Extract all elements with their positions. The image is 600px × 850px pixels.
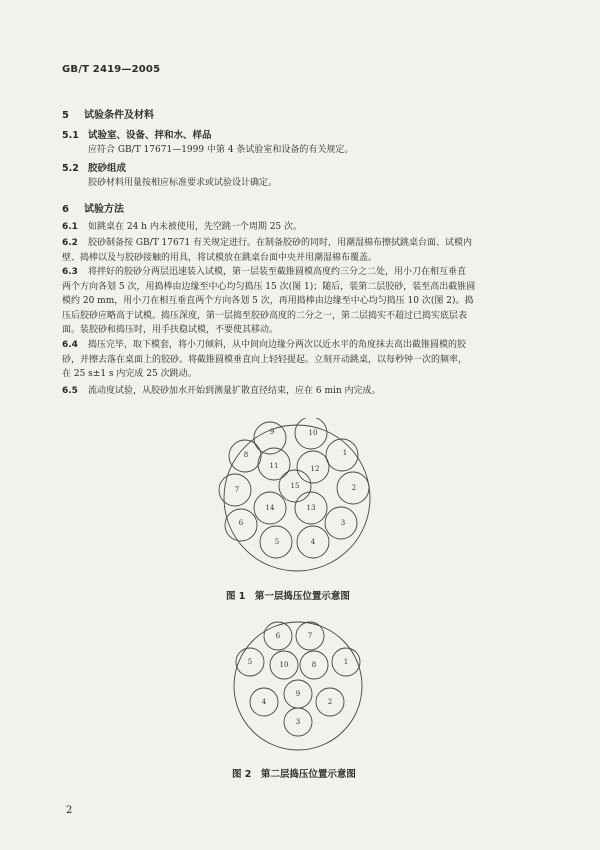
paragraph-6-4-line-1: 捣压完毕，取下模套，将小刀倾斜，从中间向边缘分两次以近水平的角度抹去高出截锥圆模的胶 bbox=[88, 340, 467, 350]
paragraph-6-5-number: 6.5 bbox=[62, 386, 78, 396]
figure-1-label: 5 bbox=[274, 538, 280, 546]
paragraph-6-4-line-3: 在 25 s±1 s 内完成 25 次跳动。 bbox=[62, 369, 197, 379]
subsection-5-2-text: 胶砂材料用量按相应标准要求或试验设计确定。 bbox=[88, 178, 278, 188]
page-number: 2 bbox=[66, 805, 73, 816]
figure-2-caption: 图 2 第二层捣压位置示意图 bbox=[232, 769, 356, 780]
paragraph-6-3-line-1: 将拌好的胶砂分两层迅速装入试模，第一层装至截锥圆模高度约三分之二处，用小刀在相互垂直 bbox=[88, 267, 467, 277]
subsection-5-2-heading bbox=[62, 160, 126, 174]
subsection-5-2-number: 5.2 bbox=[62, 163, 79, 174]
standard-code: GB/T 2419—2005 bbox=[62, 64, 161, 75]
subsection-5-2-title: 胶砂组成 bbox=[88, 163, 127, 174]
figure-2-label: 3 bbox=[295, 718, 301, 726]
figure-1-label: 1 bbox=[342, 449, 348, 457]
paragraph-6-5 bbox=[62, 384, 542, 399]
figure-1-diagram bbox=[217, 418, 377, 578]
paragraph-6-4-number: 6.4 bbox=[62, 340, 78, 350]
figure-1-label: 6 bbox=[238, 519, 244, 527]
section-6-heading bbox=[62, 200, 124, 215]
figure-1-label: 3 bbox=[340, 519, 346, 527]
paragraph-6-3 bbox=[62, 265, 542, 338]
section-5-title: 试验条件及材料 bbox=[84, 110, 154, 121]
figure-1-caption: 图 1 第一层捣压位置示意图 bbox=[226, 591, 350, 602]
paragraph-6-4-line-2: 砂，并擦去落在桌面上的胶砂。将截锥圆模垂直向上轻轻提起。立刻开动跳桌，以每秒钟一次的频率， bbox=[62, 354, 468, 365]
paragraph-6-2-line-2: 壁、捣棒以及与胶砂接触的用具，将试模放在跳桌台面中央并用潮湿棉布覆盖。 bbox=[62, 252, 378, 263]
figure-1-label: 7 bbox=[234, 486, 240, 494]
figure-1-label: 11 bbox=[269, 462, 279, 470]
figure-1-label: 4 bbox=[310, 538, 316, 546]
figure-2-outer-circle bbox=[234, 622, 362, 750]
figure-2-label: 2 bbox=[327, 698, 333, 706]
figure-2-label: 6 bbox=[275, 632, 281, 640]
section-6-number: 6 bbox=[62, 204, 69, 215]
paragraph-6-4 bbox=[62, 338, 542, 382]
subsection-5-1-title: 试验室、设备、拌和水、样品 bbox=[88, 130, 212, 141]
figure-2-diagram bbox=[228, 614, 368, 754]
section-5-heading bbox=[62, 106, 154, 121]
figure-1-label: 8 bbox=[243, 451, 249, 459]
figure-2-label: 5 bbox=[247, 658, 253, 666]
subsection-5-1-number: 5.1 bbox=[62, 130, 79, 141]
figure-2-label: 4 bbox=[261, 698, 267, 706]
figure-1-outer-circle bbox=[224, 425, 370, 571]
figure-1-label: 2 bbox=[351, 484, 357, 492]
section-6-title: 试验方法 bbox=[84, 204, 124, 215]
figure-2-label: 10 bbox=[279, 661, 289, 669]
figure-2-label: 8 bbox=[311, 661, 317, 669]
figure-2-label: 7 bbox=[307, 632, 313, 640]
subsection-5-1-heading bbox=[62, 127, 212, 141]
paragraph-6-2-line-1: 胶砂制备按 GB/T 17671 有关规定进行。在制备胶砂的同时，用潮湿棉布擦拭跳桌台面、试模内 bbox=[88, 238, 473, 248]
figure-1-label: 12 bbox=[310, 465, 320, 473]
paragraph-6-2 bbox=[62, 236, 542, 265]
paragraph-6-1-text: 如跳桌在 24 h 内未被使用，先空跳一个周期 25 次。 bbox=[88, 222, 303, 232]
paragraph-6-5-text: 流动度试验，从胶砂加水开始到测量扩散直径结束，应在 6 min 内完成。 bbox=[88, 386, 381, 396]
figure-2-label: 9 bbox=[295, 690, 301, 698]
figure-1-label: 10 bbox=[308, 429, 318, 437]
subsection-5-1-text: 应符合 GB/T 17671—1999 中第 4 条试验室和设备的有关规定。 bbox=[88, 145, 354, 155]
figure-1-label: 9 bbox=[269, 428, 275, 436]
figure-1-label: 15 bbox=[290, 482, 300, 490]
figure-1-position-circle bbox=[254, 422, 286, 454]
paragraph-6-3-line-2: 两个方向各划 5 次，用捣棒由边缘至中心均匀捣压 15 次(图 1)；随后，装第二层胶砂，装至高出截锥圆 bbox=[62, 281, 476, 292]
paragraph-6-1-number: 6.1 bbox=[62, 222, 78, 232]
figure-1-label: 13 bbox=[306, 504, 316, 512]
paragraph-6-3-line-3: 模约 20 mm，用小刀在相互垂直两个方向各划 5 次，再用捣棒由边缘至中心均匀捣压 10 次(图 2)。捣 bbox=[62, 296, 474, 306]
paragraph-6-3-line-4: 压后胶砂应略高于试模。捣压深度，第一层捣至胶砂高度的二分之一，第二层捣实不超过已捣实底层表 bbox=[62, 310, 468, 321]
paragraph-6-2-number: 6.2 bbox=[62, 238, 78, 248]
paragraph-6-3-number: 6.3 bbox=[62, 267, 78, 277]
paragraph-6-1 bbox=[62, 220, 542, 235]
figure-2-label: 1 bbox=[343, 658, 349, 666]
paragraph-6-3-line-5: 面。装胶砂和捣压时，用手扶稳试模，不要使其移动。 bbox=[62, 325, 279, 335]
figure-1-label: 14 bbox=[265, 504, 275, 512]
section-5-number: 5 bbox=[62, 110, 69, 121]
